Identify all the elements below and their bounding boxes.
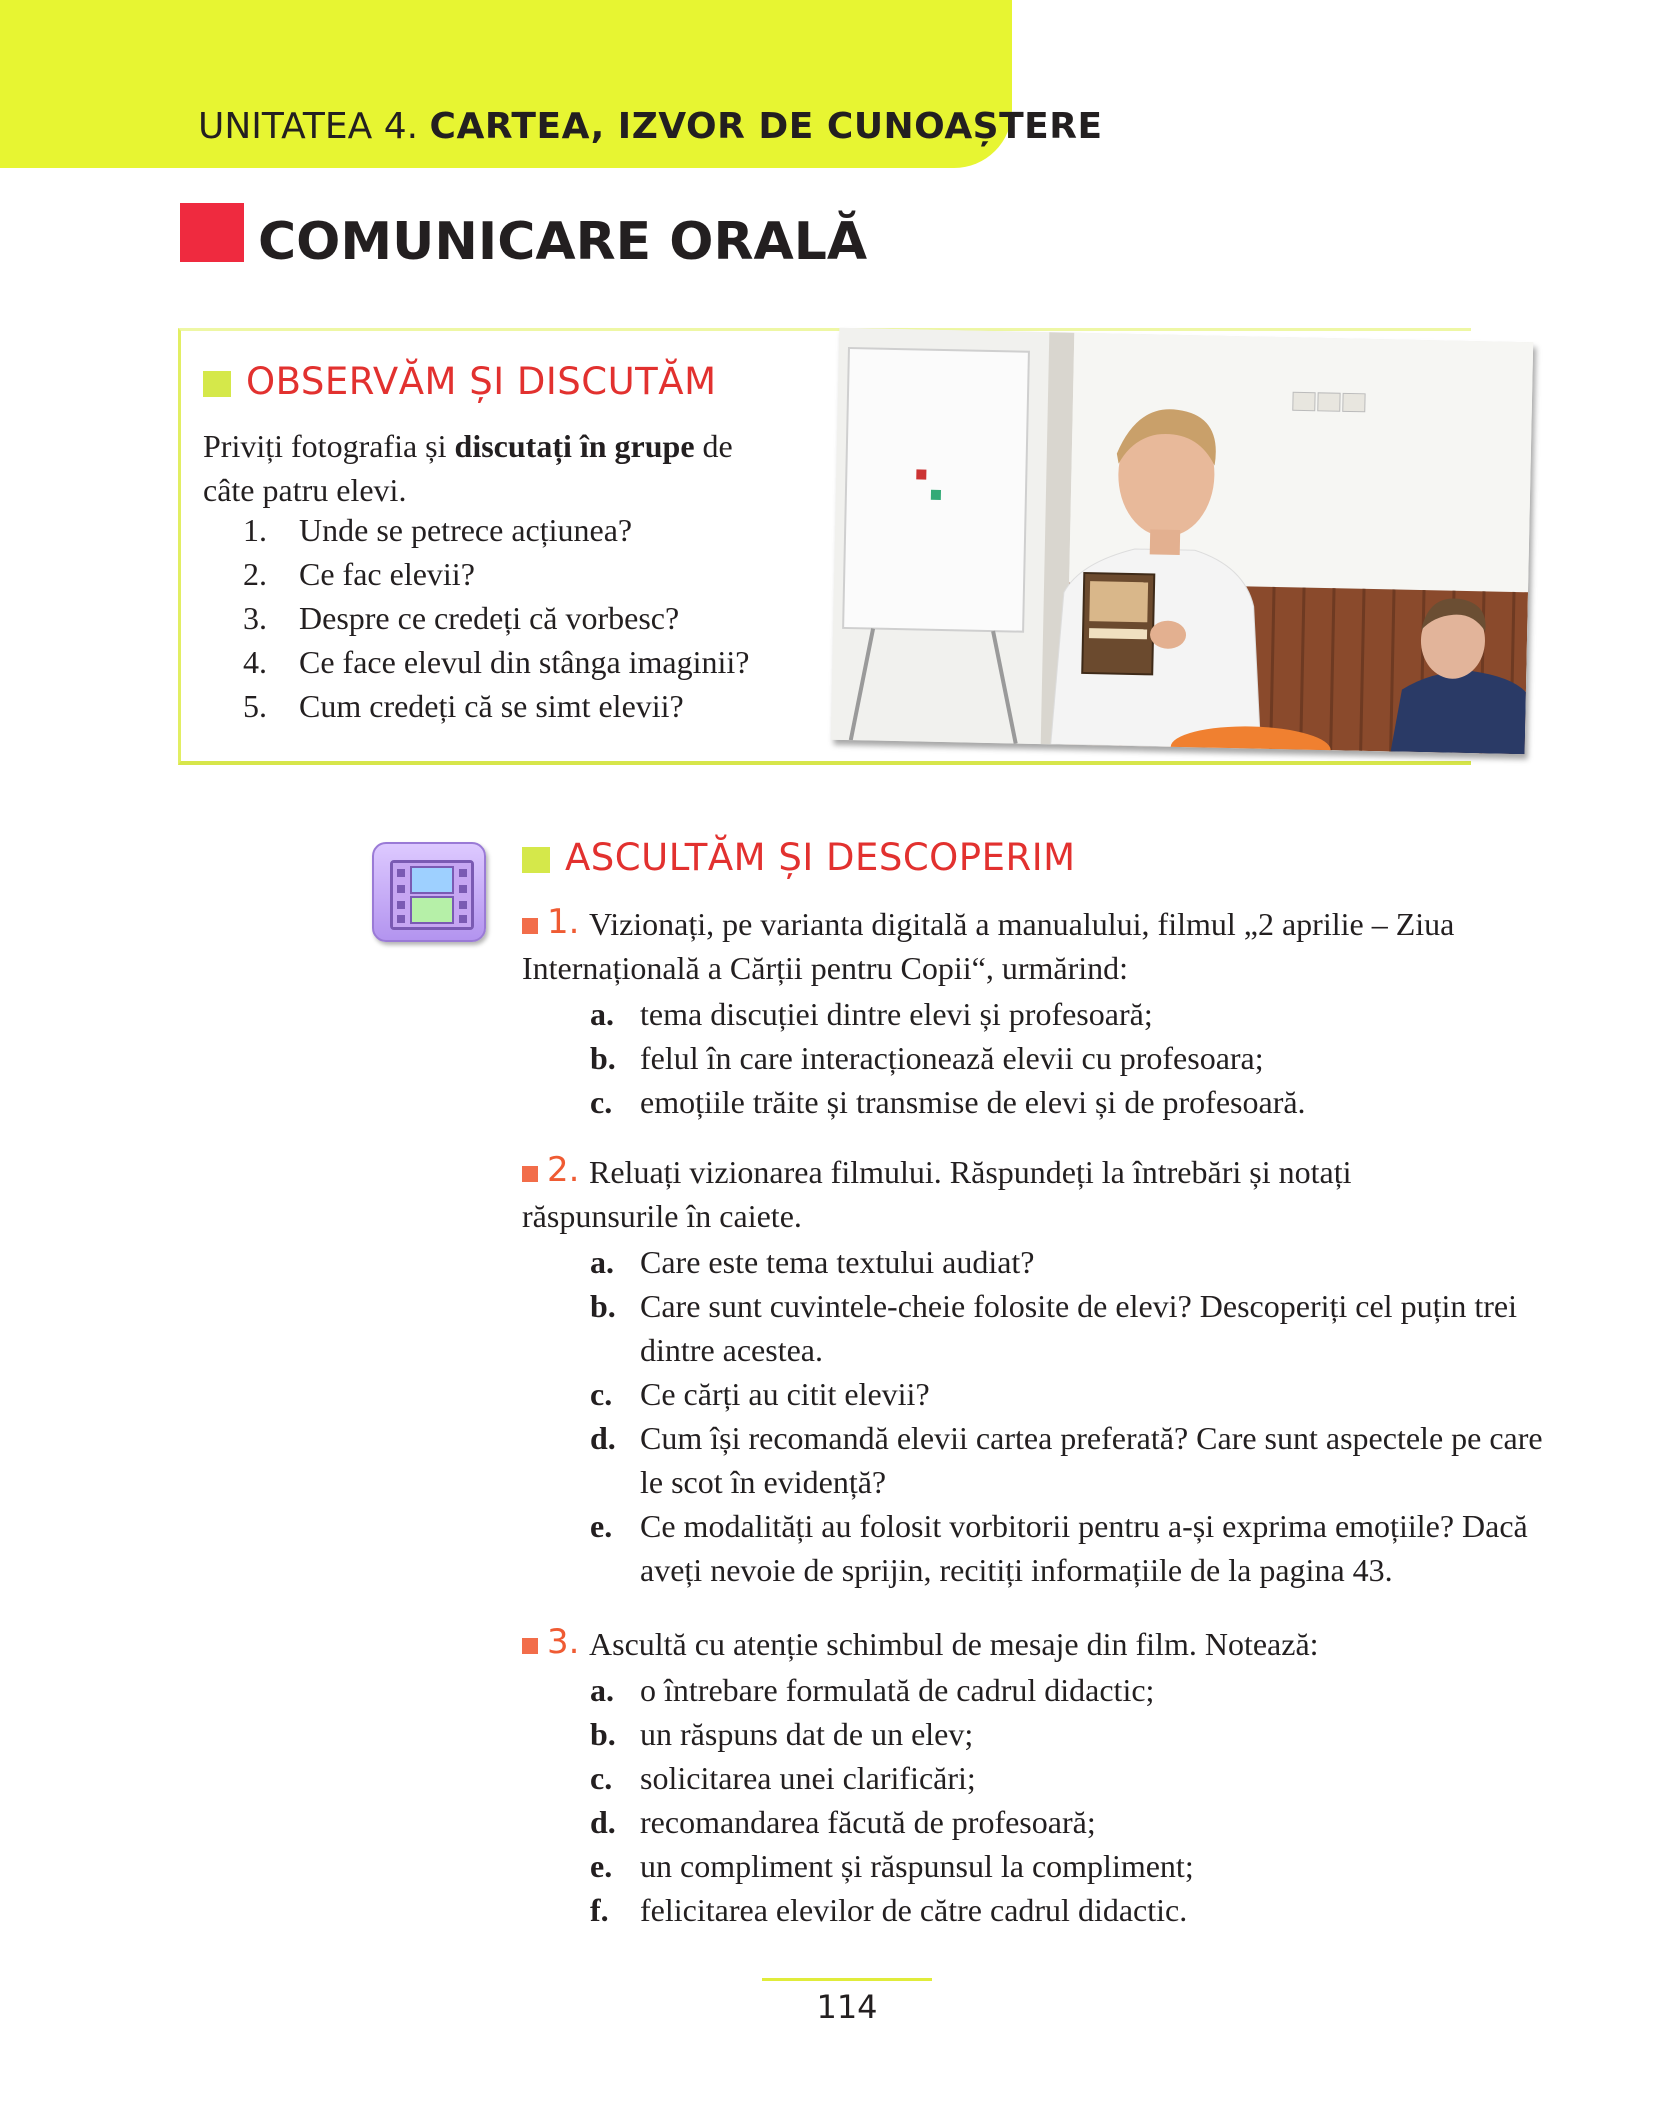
item-number: 3. [547, 1622, 580, 1662]
question-number: 4. [243, 644, 267, 680]
subitem-text: un răspuns dat de un elev; [640, 1716, 974, 1752]
subitem-letter: b. [590, 1716, 616, 1752]
subitem-letter: c. [590, 1760, 613, 1796]
question-text: Unde se petrece acțiunea? [299, 512, 633, 548]
subitem-letter: a. [590, 996, 614, 1032]
list-item [243, 596, 750, 640]
subitem-letter: b. [590, 1040, 616, 1076]
film-strip-icon [390, 860, 474, 930]
list-item [590, 1712, 1550, 1756]
list-item [590, 1036, 1550, 1080]
subitem-text: Care este tema textului audiat? [640, 1244, 1035, 1280]
observe-intro [203, 424, 763, 512]
list-item [590, 1800, 1550, 1844]
listen-heading: ASCULTĂM ȘI DESCOPERIM [565, 836, 1076, 879]
subitem-letter: e. [590, 1508, 613, 1544]
list-item [590, 992, 1550, 1036]
classroom-photo-illustration [831, 328, 1533, 754]
film-strip-graphic [393, 863, 471, 927]
list-item [243, 640, 750, 684]
observe-heading-marker [203, 371, 231, 397]
subitem-letter: f. [590, 1892, 609, 1928]
question-number: 2. [243, 556, 267, 592]
page-number-rule [762, 1978, 932, 1981]
item-number: 1. [547, 902, 580, 942]
film-video-icon[interactable] [372, 842, 486, 942]
subitem-text: Cum își recomandă elevii cartea preferată? Care sunt aspectele pe care le scot în evidență? [640, 1420, 1543, 1500]
subitem-text: felul în care interacționează elevii cu profesoara; [640, 1040, 1264, 1076]
subitem-text: un compliment și răspunsul la compliment; [640, 1848, 1194, 1884]
list-item [590, 1372, 1550, 1416]
item-text: Vizionați, pe varianta digitală a manualului, filmul „2 aprilie – Ziua Internațională a Cărții pentru Copii“, urmărind: [522, 906, 1455, 986]
subitem-letter: c. [590, 1376, 613, 1412]
classroom-photo [831, 328, 1533, 754]
list-item [590, 1756, 1550, 1800]
subitem-text: Care sunt cuvintele-cheie folosite de elevi? Descoperiți cel puțin trei dintre acestea. [640, 1288, 1517, 1368]
list-item [590, 1240, 1550, 1284]
question-text: Ce fac elevii? [299, 556, 475, 592]
question-number: 3. [243, 600, 267, 636]
question-text: Cum credeți că se simt elevii? [299, 688, 684, 724]
subitem-text: emoțiile trăite și transmise de elevi și de profesoară. [640, 1084, 1306, 1120]
subitem-letter: b. [590, 1288, 616, 1324]
subitem-text: tema discuției dintre elevi și profesoară; [640, 996, 1153, 1032]
item-3-subitems [590, 1668, 1550, 1932]
subitem-text: Ce modalități au folosit vorbitorii pentru a-și exprima emoțiile? Dacă aveți nevoie de sprijin, recitiți informațiile de la pagina 43. [640, 1508, 1528, 1588]
observe-heading: OBSERVĂM ȘI DISCUTĂM [246, 360, 717, 403]
list-item [243, 684, 750, 728]
page-number: 114 [816, 1988, 878, 2026]
subitem-text: solicitarea unei clarificări; [640, 1760, 976, 1796]
unit-title [198, 106, 1103, 147]
list-item [243, 508, 750, 552]
subitem-letter: c. [590, 1084, 613, 1120]
subitem-text: recomandarea făcută de profesoară; [640, 1804, 1096, 1840]
question-number: 5. [243, 688, 267, 724]
intro-text: Priviți fotografia și [203, 428, 455, 464]
subitem-letter: d. [590, 1420, 616, 1456]
list-item [590, 1844, 1550, 1888]
item-text: Ascultă cu atenție schimbul de mesaje din film. Notează: [589, 1626, 1319, 1662]
item-number: 2. [547, 1150, 580, 1190]
intro-text-end: de câte patru elevi. [203, 428, 733, 508]
subitem-letter: a. [590, 1672, 614, 1708]
list-item [590, 1888, 1550, 1932]
question-number: 1. [243, 512, 267, 548]
item-1-subitems [590, 992, 1550, 1124]
unit-name: CARTEA, IZVOR DE CUNOAȘTERE [429, 106, 1103, 147]
subitem-letter: d. [590, 1804, 616, 1840]
section-title: COMUNICARE ORALĂ [258, 212, 868, 272]
intro-bold: discutați în grupe [454, 428, 695, 464]
list-item [590, 1080, 1550, 1124]
item-text: Reluați vizionarea filmului. Răspundeți la întrebări și notați răspunsurile în caiete. [522, 1154, 1352, 1234]
question-text: Ce face elevul din stânga imaginii? [299, 644, 750, 680]
subitem-letter: a. [590, 1244, 614, 1280]
observe-questions [243, 508, 750, 728]
list-item [590, 1504, 1550, 1592]
unit-prefix: UNITATEA 4. [198, 106, 419, 147]
list-item [590, 1416, 1550, 1504]
item-2-subitems [590, 1240, 1550, 1592]
section-marker [180, 203, 244, 262]
list-item [590, 1284, 1550, 1372]
list-item [243, 552, 750, 596]
subitem-text: felicitarea elevilor de către cadrul didactic. [640, 1892, 1188, 1928]
subitem-letter: e. [590, 1848, 613, 1884]
listen-heading-marker [522, 847, 550, 873]
question-text: Despre ce credeți că vorbesc? [299, 600, 680, 636]
list-item [590, 1668, 1550, 1712]
subitem-text: Ce cărți au citit elevii? [640, 1376, 930, 1412]
subitem-text: o întrebare formulată de cadrul didactic; [640, 1672, 1155, 1708]
